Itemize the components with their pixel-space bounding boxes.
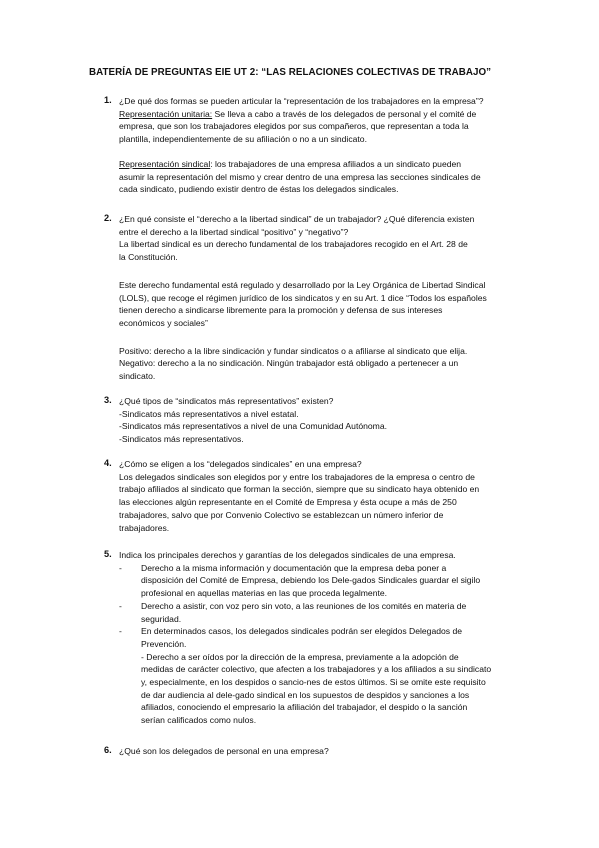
bullet-item (119, 562, 514, 600)
answer-line: -Sindicatos más representativos a nivel de una Comunidad Autónoma. (119, 421, 387, 432)
question-number: 1. (104, 95, 112, 105)
answer-line: disposición del Comité de Empresa, debiendo los Dele-gados Sindicales guardar el sigilo (141, 575, 481, 586)
answer-line: las elecciones algún representante en el Comité de Empresa y ésta ocupe a más de 250 (119, 497, 457, 508)
bullet-marker: - (119, 600, 122, 611)
answer-line: : los trabajadores de una empresa afiliados a un sindicato pueden (210, 158, 462, 169)
question-text: ¿De qué dos formas se pueden articular la “representación de los trabajadores en la empresa”? (119, 96, 484, 106)
question-body (119, 745, 514, 758)
answer-line: - Derecho a ser oídos por la dirección de la empresa, previamente a la adopción de (141, 651, 459, 662)
answer-line: asumir la representación del mismo y crear dentro de una empresa las secciones sindicales de (119, 171, 481, 182)
question-body (119, 395, 514, 446)
answer-line: cada sindicato, pudiendo existir dentro de éstas los delegados sindicales. (119, 184, 399, 195)
question-text: ¿Qué tipos de “sindicatos más representativos” existen? (119, 396, 334, 406)
answer-line: serían calificados como nulos. (141, 715, 257, 726)
bullet-item (119, 625, 514, 727)
answer-line: y, especialmente, en los despidos o sancio-nes de estos últimos. Si se omite este requisito (141, 677, 486, 688)
answer-line: medidas de carácter colectivo, que afecten a los trabajadores y a los afiliados a su sindicato (141, 664, 492, 675)
question-text: ¿Cómo se eligen a los “delegados sindicales” en una empresa? (119, 459, 362, 469)
answer-line: Los delegados sindicales son elegidos por y entre los trabajadores de la empresa o centro de (119, 471, 475, 482)
answer-line: la Constitución. (119, 252, 178, 263)
question-number: 2. (104, 213, 112, 223)
answer-line: -Sindicatos más representativos a nivel estatal. (119, 408, 299, 419)
question-number: 5. (104, 549, 112, 559)
term-label: Representación sindical (119, 158, 211, 169)
question-text: ¿En qué consiste el “derecho a la libertad sindical” de un trabajador? ¿Qué diferencia existen (119, 214, 475, 224)
bullet-item (119, 600, 514, 625)
answer-line: Se lleva a cabo a través de los delegados de personal y el comité de (212, 108, 477, 119)
answer-line: Prevención. (141, 638, 187, 649)
answer-line: plantilla, independientemente de su afiliación o no a un sindicato. (119, 134, 367, 145)
answer-line: empresa, que son los trabajadores elegidos por sus compañeros, que representan a toda la (119, 121, 469, 132)
bullet-marker: - (119, 562, 122, 573)
answer-line: afiliados, conociendo el empresario la afiliación del trabajador, el despido o la sanción (141, 702, 468, 713)
answer-line: sindicato. (119, 371, 156, 382)
question-body (119, 95, 514, 196)
question-text: entre el derecho a la libertad sindical “positivo” y “negativo”? (119, 226, 349, 237)
question-body (119, 549, 514, 727)
answer-line: Este derecho fundamental está regulado y desarrollado por la Ley Orgánica de Libertad Sindical (119, 279, 486, 290)
answer-line: Negativo: derecho a la no sindicación. Ningún trabajador está obligado a pertenecer a un (119, 358, 459, 369)
answer-line: En determinados casos, los delegados sindicales podrán ser elegidos Delegados de (141, 626, 463, 637)
question-number: 6. (104, 745, 112, 755)
answer-line: profesional en aquellas materias en las que proceda legalmente. (141, 588, 388, 599)
answer-line: -Sindicatos más representativos. (119, 434, 244, 445)
question-number: 3. (104, 395, 112, 405)
bullet-marker: - (119, 626, 122, 637)
question-text: ¿Qué son los delegados de personal en una empresa? (119, 746, 329, 756)
question-number: 4. (104, 458, 112, 468)
term-label: Representación unitaria: (119, 108, 213, 119)
question-body (119, 213, 514, 383)
answer-line: trabajadores, salvo que por Convenio Colectivo se establezcan un número inferior de (119, 509, 444, 520)
answer-line: Derecho a asistir, con voz pero sin voto, a las reuniones de los comités en materia de (141, 600, 467, 611)
answer-line: económicos y sociales” (119, 317, 208, 328)
answer-line: Derecho a la misma información y documentación que la empresa deba poner a (141, 562, 447, 573)
answer-line: Positivo: derecho a la libre sindicación y fundar sindicatos o a afiliarse al sindicato que elija. (119, 345, 468, 356)
page-title: BATERÍA DE PREGUNTAS EIE UT 2: “LAS RELACIONES COLECTIVAS DE TRABAJO” (89, 67, 492, 78)
question-body (119, 458, 514, 534)
answer-line: La libertad sindical es un derecho fundamental de los trabajadores recogido en el Art. 28 de (119, 239, 468, 250)
answer-line: de dar audiencia al dele-gado sindical en los supuestos de despidos y sanciones a los (141, 689, 470, 700)
answer-line: seguridad. (141, 613, 182, 624)
question-text: Indica los principales derechos y garantías de los delegados sindicales de una empresa. (119, 550, 456, 560)
answer-line: trabajadores. (119, 522, 170, 533)
answer-line: (LOLS), que recoge el régimen jurídico de los sindicatos y en su Art. 1 dice “Todos los españoles (119, 292, 487, 303)
answer-line: tienen derecho a sindicarse libremente para la promoción y defensa de sus intereses (119, 305, 443, 316)
answer-line: trabajo afiliados al sindicato que forman la sección, siempre que su sindicato haya obtenido en (119, 484, 480, 495)
